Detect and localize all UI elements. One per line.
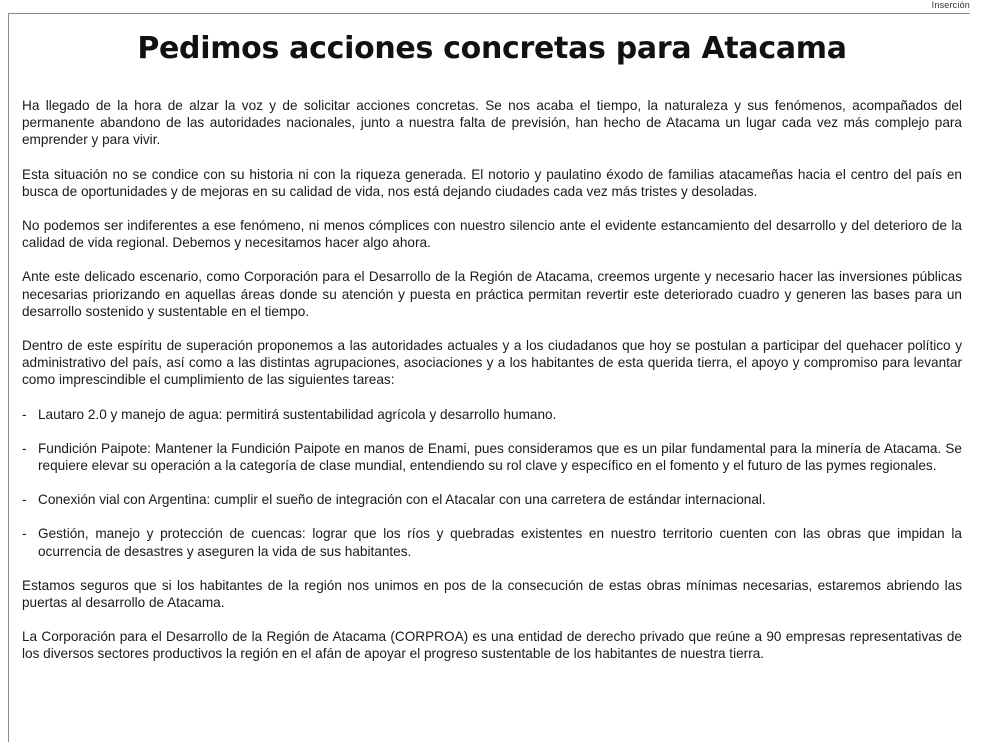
headline: Pedimos acciones concretas para Atacama [137,31,847,66]
task-text: Lautaro 2.0 y manejo de agua: permitirá sustentabilidad agrícola y desarrollo humano. [38,406,557,422]
task-item-cuencas [22,525,962,559]
paragraph: Esta situación no se condice con su historia ni con la riqueza generada. El notorio y paulatino éxodo de familias atacameñas hacia el centro del país en busca de oportunidades y de mejoras en su calidad de vida, nos está dejando ciudades cada vez más tristes y desoladas. [22,166,962,199]
list-dash: - [22,526,27,542]
task-text: Gestión, manejo y protección de cuencas: lograr que los ríos y quebradas existentes en nuestro territorio cuenten con las obras que impidan la ocurrencia de desastres y aseguren la vida de sus habitantes. [38,526,962,559]
task-text: Conexión vial con Argentina: cumplir el sueño de integración con el Atacalar con una carretera de estándar internacional. [38,492,766,508]
task-text: Fundición Paipote: Mantener la Fundición Paipote en manos de Enami, pues consideramos que es un pilar fundamental para la minería de Atacama. Se requiere elevar su operación a la categoría de clase mundial, entendiendo su rol clave y específico en el fomento y el futuro de las pymes regionales. [38,440,962,474]
paragraph: Ha llegado de la hora de alzar la voz y de solicitar acciones concretas. Se nos acaba el tiempo, la naturaleza y sus fenómenos, acompañados del permanente abandono de las autoridades nacionales, junto a nuestra falta de previsión, han hecho de Atacama un lugar cada vez más complejo para emprender y para vivir. [22,98,962,148]
section-tag: Inserción [931,0,970,10]
paragraph: Dentro de este espíritu de superación proponemos a las autoridades actuales y a los ciudadanos que hoy se postulan a participar del quehacer político y administrativo del país, así como a las distintas agrupaciones, asociaciones y a los habitantes de esta querida tierra, el apoyo y compromiso para levantar como imprescindible el cumplimiento de las siguientes tareas: [22,338,962,388]
closing-paragraph: La Corporación para el Desarrollo de la Región de Atacama (CORPROA) es una entidad de derecho privado que reúne a 90 empresas representativas de los diversos sectores productivos la región en el afán de apoyar el progreso sustentable de los habitantes de nuestra tierra. [22,629,962,662]
list-dash: - [22,440,27,456]
paragraph: No podemos ser indiferentes a ese fenómeno, ni menos cómplices con nuestro silencio ante el evidente estancamiento del desarrollo y del deterioro de la calidad de vida regional. Debemos y necesitamos hacer algo ahora. [22,218,962,251]
task-item-conexion-vial [22,491,962,508]
task-item-lautaro [22,406,962,423]
left-frame-rule [8,13,9,742]
closing-paragraph: Estamos seguros que si los habitantes de la región nos unimos en pos de la consecución de estas obras mínimas necesarias, estaremos abriendo las puertas al desarrollo de Atacama. [22,577,962,611]
paragraph: Ante este delicado escenario, como Corporación para el Desarrollo de la Región de Atacama, creemos urgente y necesario hacer las inversiones públicas necesarias priorizando en aquellas áreas donde su atención y puesta en práctica permitan revertir este deteriorado cuadro y generen las bases para un desarrollo sostenido y sustentable en el tiempo. [22,269,962,319]
task-item-fundicion-paipote [22,440,962,474]
top-rule [8,13,970,14]
list-dash: - [22,492,27,508]
article-body [22,97,962,680]
list-dash: - [22,406,27,422]
